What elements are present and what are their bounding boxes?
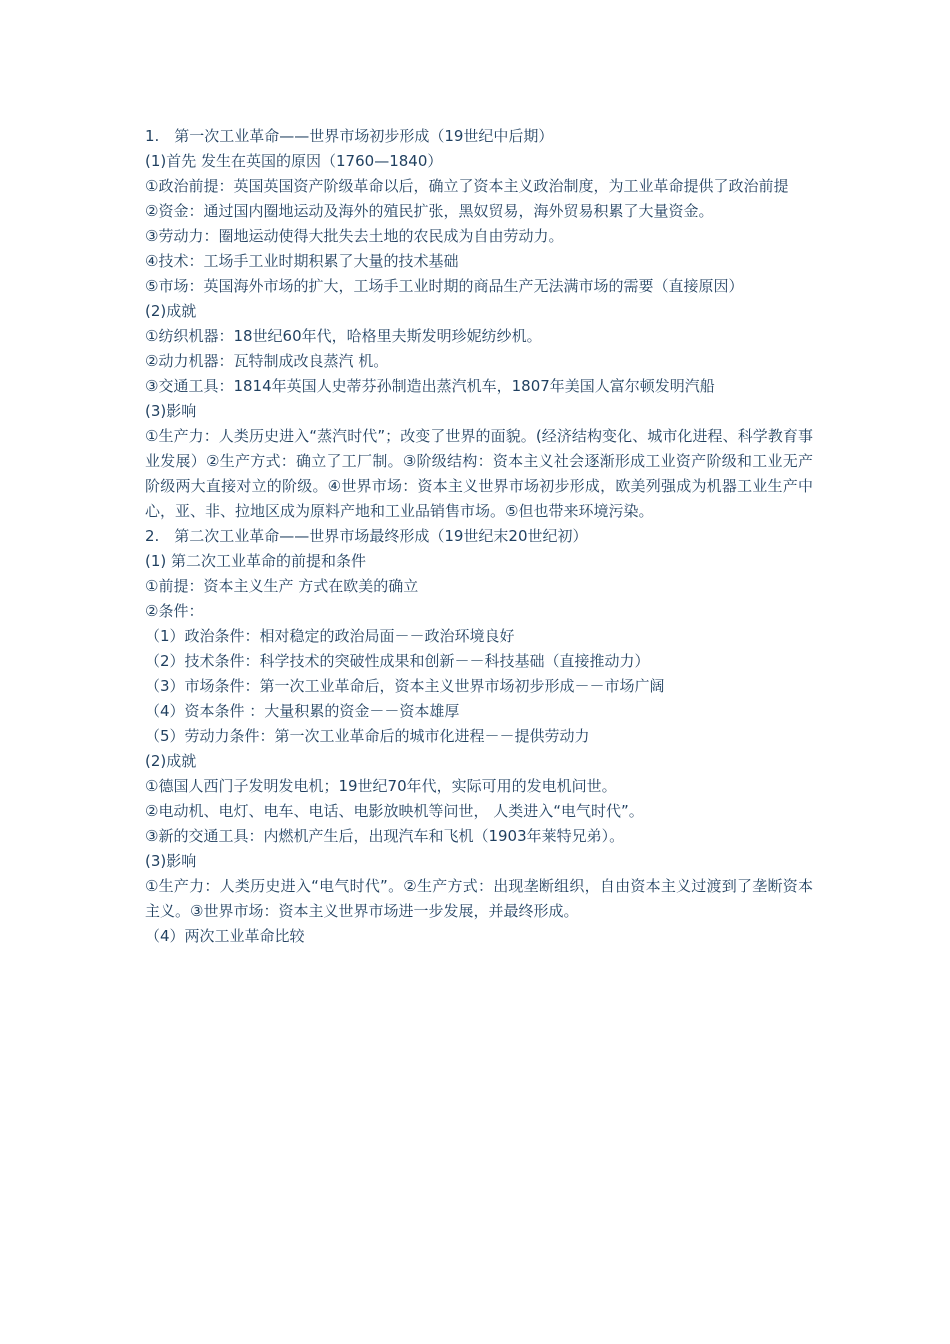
condition-capital: （4）资本条件 ：大量积累的资金－－资本雄厚 [145,702,460,720]
condition-market: （3）市场条件：第一次工业革命后，资本主义世界市场初步形成－－市场广阔 [145,677,665,695]
condition-technical: （2）技术条件：科学技术的突破性成果和创新－－科技基础（直接推动力） [145,652,650,670]
paragraph-textile-machines: ①纺织机器：18世纪60年代，哈格里夫斯发明珍妮纺纱机。 [145,327,542,345]
subheading-impact-2: (3)影响 [145,852,197,870]
paragraph-technology: ④技术：工场手工业时期积累了大量的技术基础 [145,252,459,270]
subheading-achievements-1: (2)成就 [145,302,197,320]
subheading-causes: (1)首先 发生在英国的原因（1760—1840） [145,152,443,170]
paragraph-premise: ①前提：资本主义生产 方式在欧美的确立 [145,577,419,595]
paragraph-market: ⑤市场：英国海外市场的扩大，工场手工业时期的商品生产无法满市场的需要（直接原因） [145,277,744,295]
paragraph-political-premise: ①政治前提：英国英国资产阶级革命以后，确立了资本主义政治制度，为工业革命提供了政治前提 [145,177,789,195]
paragraph-labor: ③劳动力：圈地运动使得大批失去土地的农民成为自由劳动力。 [145,227,564,245]
paragraph-capital: ②资金：通过国内圈地运动及海外的殖民扩张，黑奴贸易，海外贸易积累了大量资金。 [145,202,714,220]
paragraph-impact-1: ①生产力：人类历史进入“蒸汽时代”；改变了世界的面貌。(经济结构变化、城市化进程、科学教育事业发展）②生产方式：确立了工厂制。③阶级结构：资本主义社会逐渐形成工业资产阶级和工业无产阶级两大直接对立的阶级。④世界市场：资本主义世界市场初步形成，欧美列强成为机器工业生产中心，亚、非、拉地区成为原料产地和工业品销售市场。⑤但也带来环境污染。 [145,427,813,520]
subheading-impact-1: (3)影响 [145,402,197,420]
section-heading-1: 1. 第一次工业革命——世界市场初步形成（19世纪中后期） [145,127,554,145]
paragraph-electric-age: ②电动机、电灯、电车、电话、电影放映机等问世， 人类进入“电气时代”。 [145,802,644,820]
paragraph-impact-2: ①生产力：人类历史进入“电气时代”。②生产方式：出现垄断组织，自由资本主义过渡到了垄断资本主义。③世界市场：资本主义世界市场进一步发展，并最终形成。 [145,877,813,920]
paragraph-power-machines: ②动力机器：瓦特制成改良蒸汽 机。 [145,352,389,370]
condition-political: （1）政治条件：相对稳定的政治局面－－政治环境良好 [145,627,515,645]
section-heading-2: 2. 第二次工业革命——世界市场最终形成（19世纪末20世纪初） [145,527,588,545]
condition-labor: （5）劳动力条件：第一次工业革命后的城市化进程－－提供劳动力 [145,727,590,745]
subheading-achievements-2: (2)成就 [145,752,197,770]
document-body [145,124,813,949]
subheading-premise-conditions: (1) 第二次工业革命的前提和条件 [145,552,367,570]
paragraph-transport-2: ③新的交通工具：内燃机产生后，出现汽车和飞机（1903年莱特兄弟）。 [145,827,625,845]
paragraph-conditions: ②条件： [145,602,204,620]
paragraph-transport-1: ③交通工具：1814年英国人史蒂芬孙制造出蒸汽机车，1807年美国人富尔顿发明汽船 [145,377,715,395]
paragraph-generator: ①德国人西门子发明发电机；19世纪70年代，实际可用的发电机问世。 [145,777,617,795]
subheading-comparison: （4）两次工业革命比较 [145,927,305,945]
